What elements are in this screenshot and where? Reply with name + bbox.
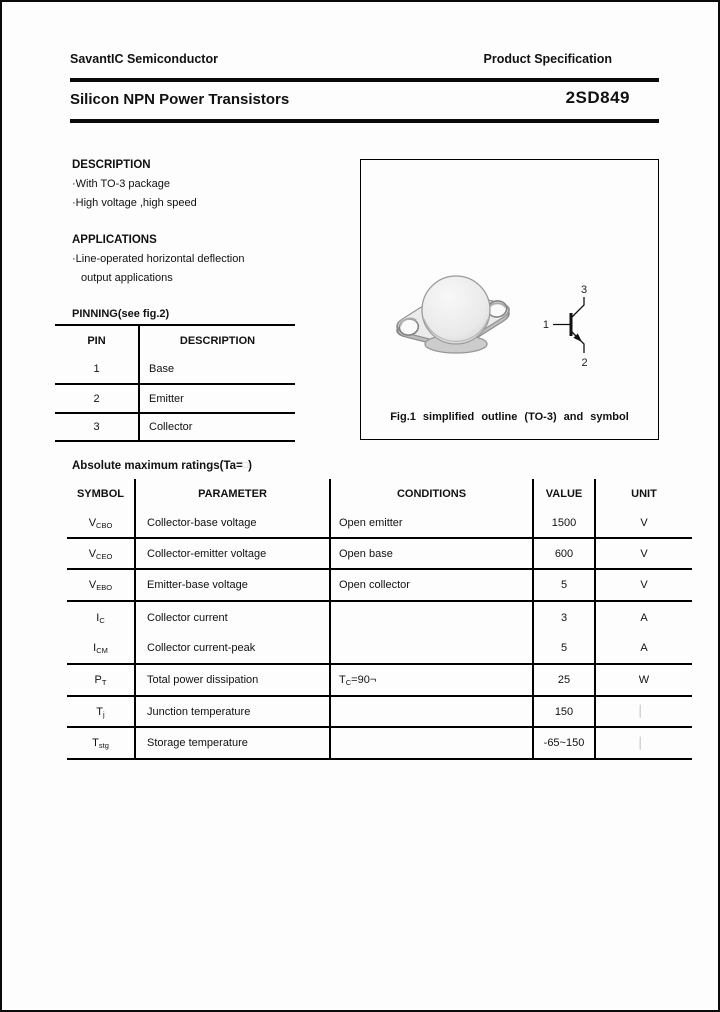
ratings-table-row — [67, 633, 692, 665]
applications-item: ·Line-operated horizontal deflection — [72, 253, 245, 265]
pinning-table-row — [55, 414, 295, 442]
unit-cell: ▏ — [594, 728, 692, 758]
symbol-cell: I $_{CM}$ — [93, 642, 108, 656]
pinning-table-row — [55, 385, 295, 414]
value-cell: -65~150 — [532, 728, 594, 758]
parameter-cell: Collector current — [134, 602, 329, 633]
symbol-cell: P $_T$ — [94, 674, 107, 688]
ratings-table-row — [67, 539, 692, 570]
symbol-cell: V $_{CEO}$ — [88, 547, 113, 561]
description-item: ·With TO-3 package — [72, 178, 171, 190]
conditions-cell — [329, 728, 532, 758]
product-title: Silicon NPN Power Transistors — [70, 91, 290, 108]
value-cell: 150 — [532, 697, 594, 726]
unit-cell: A — [594, 602, 692, 633]
column-header-parameter: PARAMETER — [134, 479, 329, 509]
value-cell: 5 — [532, 570, 594, 600]
ratings-table-row — [67, 509, 692, 539]
description-item: ·High voltage ,high speed — [72, 197, 197, 209]
parameter-cell: Collector-emitter voltage — [134, 539, 329, 568]
value-cell: 5 — [532, 633, 594, 663]
doc-type-label: Product Specification — [483, 52, 612, 66]
unit-cell: W — [594, 665, 692, 695]
parameter-cell: Junction temperature — [134, 697, 329, 726]
ratings-table-row — [67, 697, 692, 728]
pin-description-cell: Base — [138, 355, 295, 383]
unit-cell: V — [594, 539, 692, 568]
symbol-cell: I $_C$ — [96, 611, 105, 625]
pin-number-cell: 3 — [93, 421, 100, 433]
unit-cell: V — [594, 509, 692, 537]
applications-heading: APPLICATIONS — [72, 234, 157, 246]
column-header-description: DESCRIPTION — [138, 326, 295, 355]
npn-transistor-symbol — [536, 280, 606, 385]
value-cell: 1500 — [532, 509, 594, 537]
value-cell: 3 — [532, 602, 594, 633]
header-rule-bottom — [70, 119, 659, 123]
ratings-heading — [72, 460, 252, 472]
company-name: SavantIC Semiconductor — [70, 52, 218, 66]
ratings-table-row — [67, 665, 692, 697]
pin-number-cell: 2 — [93, 392, 100, 405]
part-number: 2SD849 — [565, 88, 630, 107]
conditions-cell: Open base — [329, 539, 532, 568]
ratings-table — [67, 479, 692, 760]
parameter-cell: Storage temperature — [134, 728, 329, 758]
pinning-table-row — [55, 355, 295, 385]
column-header-symbol: SYMBOL — [76, 488, 125, 500]
column-header-conditions: CONDITIONS — [329, 479, 532, 509]
conditions-cell — [329, 602, 532, 633]
value-cell: 600 — [532, 539, 594, 568]
description-heading: DESCRIPTION — [72, 159, 151, 171]
column-header-unit: UNIT — [594, 479, 692, 509]
pin-label-emitter: 2 — [581, 357, 588, 369]
collector-lead — [571, 297, 584, 318]
unit-cell: V — [594, 570, 692, 600]
column-header-pin: PIN — [87, 334, 106, 347]
parameter-cell: Emitter-base voltage — [134, 570, 329, 600]
figure-caption: Fig.1 simplified outline (TO-3) and symbol — [390, 411, 629, 423]
ratings-table-row — [67, 570, 692, 602]
conditions-cell: Open collector — [329, 570, 532, 600]
symbol-cell: T $_{stg}$ — [92, 737, 109, 751]
pin-number-cell: 1 — [93, 363, 100, 375]
ratings-table-row — [67, 602, 692, 633]
conditions-cell — [329, 697, 532, 726]
column-header-value: VALUE — [532, 479, 594, 509]
pin-description-cell: Emitter — [138, 385, 295, 412]
parameter-cell: Collector-base voltage — [134, 509, 329, 537]
header-rule-top — [70, 78, 659, 82]
symbol-cell: V $_{EBO}$ — [88, 579, 113, 593]
can-dome — [422, 276, 490, 344]
ratings-heading-close: ) — [248, 460, 253, 472]
pin-label-collector: 3 — [580, 284, 588, 296]
conditions-cell: Open emitter — [329, 509, 532, 537]
to3-package-image — [371, 260, 546, 385]
parameter-cell: Total power dissipation — [134, 665, 329, 695]
unit-cell: A — [594, 633, 692, 663]
pinning-heading: PINNING(see fig.2) — [72, 308, 170, 320]
unit-cell: ▏ — [594, 697, 692, 726]
pin-label-base: 1 — [542, 319, 549, 331]
conditions-cell: T $_C$ =90¬ — [329, 665, 532, 695]
symbol-cell: T $_j$ — [96, 705, 105, 719]
ratings-header-row — [67, 479, 692, 509]
applications-item: output applications — [81, 272, 173, 284]
pin-description-cell: Collector — [138, 414, 295, 440]
figure-box — [360, 159, 659, 440]
pinning-table-header-row — [55, 326, 295, 355]
degree-c-broken-glyph: □ — [242, 460, 249, 470]
conditions-cell — [329, 633, 532, 663]
ratings-table-row — [67, 728, 692, 760]
symbol-cell: V $_{CBO}$ — [88, 517, 113, 531]
value-cell: 25 — [532, 665, 594, 695]
ratings-heading-text: Absolute maximum ratings(Ta= — [72, 460, 243, 472]
pinning-table — [55, 324, 295, 442]
parameter-cell: Collector current-peak — [134, 633, 329, 663]
